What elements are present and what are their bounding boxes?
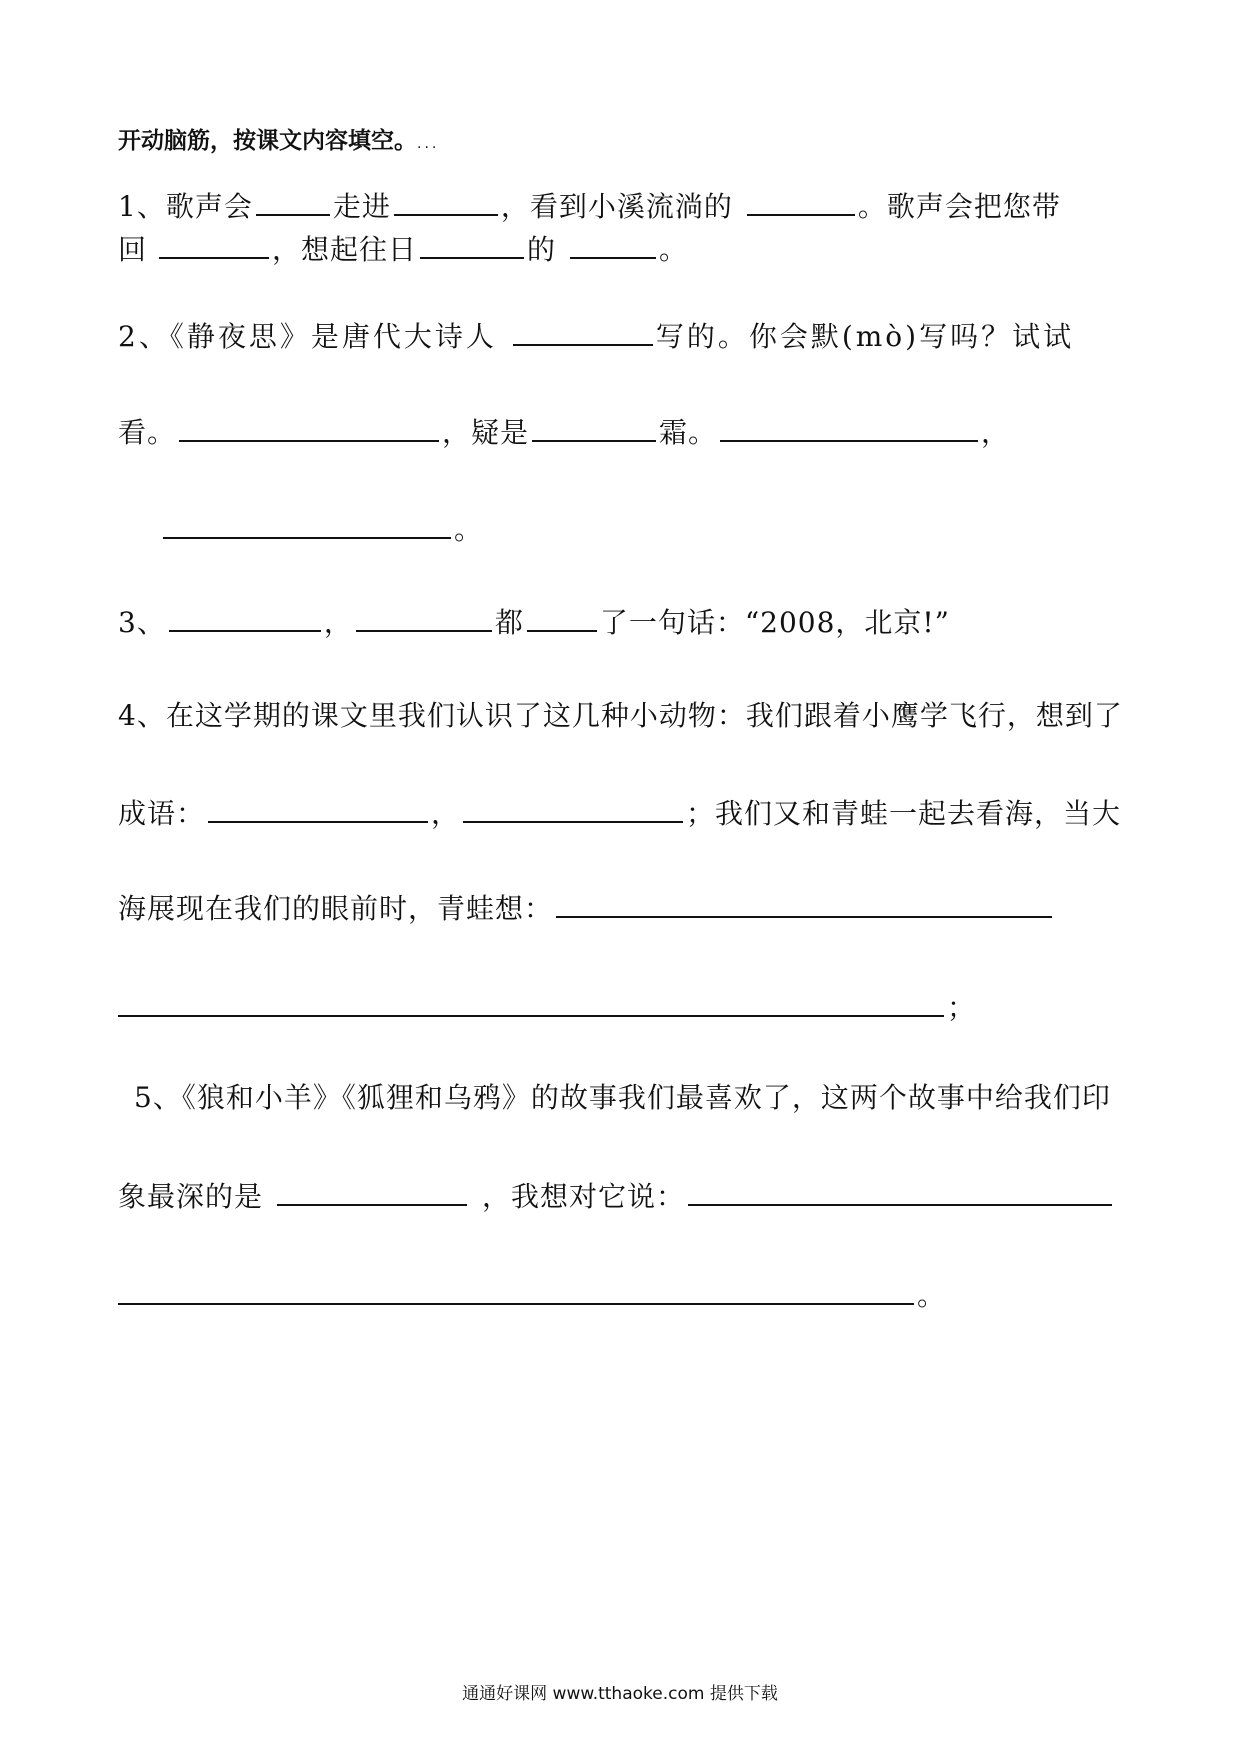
q2-text-b: 写的。你会默(mò)写吗？试试	[655, 320, 1075, 353]
q2-text-g: 。	[454, 513, 484, 546]
q1-blank-3[interactable]	[747, 184, 855, 216]
question-4-line-3	[118, 886, 1055, 929]
q1-blank-4[interactable]	[159, 227, 269, 259]
q2-blank-author[interactable]	[513, 314, 653, 346]
footer-source: 通通好课网 www.tthaoke.com 提供下载	[462, 1684, 778, 1704]
question-5-line-1	[134, 1078, 1111, 1118]
q2-blank-poem-2[interactable]	[532, 410, 656, 442]
q5-text-d: 。	[917, 1279, 947, 1312]
q3-blank-3[interactable]	[527, 600, 597, 632]
q1-blank-1[interactable]	[256, 184, 330, 216]
question-3-line-1	[118, 600, 950, 643]
q1-text-c: ，看到小溪流淌的	[500, 190, 733, 223]
q4-text-e: 海展现在我们的眼前时，青蛙想：	[118, 892, 554, 925]
q1-text-e: 回	[118, 233, 148, 266]
question-4-line-2	[118, 791, 1121, 834]
q4-blank-idiom-1[interactable]	[208, 791, 428, 823]
q4-text-b: 成语：	[118, 797, 206, 830]
question-2-line-1	[118, 314, 1074, 357]
question-1-line-1	[118, 184, 1061, 227]
q2-text-d: ，疑是	[442, 416, 530, 449]
q5-text-a: 5、《狼和小羊》《狐狸和乌鸦》的故事我们最喜欢了，这两个故事中给我们印	[134, 1081, 1111, 1114]
question-4-line-1	[118, 696, 1123, 736]
q4-blank-frog-thought-1[interactable]	[556, 886, 1052, 918]
q2-blank-poem-1[interactable]	[179, 410, 439, 442]
q3-blank-2[interactable]	[356, 600, 492, 632]
q1-text-g: 的	[527, 233, 557, 266]
q2-blank-poem-4[interactable]	[163, 507, 451, 539]
q2-text-c: 看。	[118, 416, 177, 449]
q5-text-c: ，我想对它说：	[482, 1180, 686, 1213]
heading-trail: ...	[417, 136, 440, 152]
heading-text: 开动脑筋，按课文内容填空。	[118, 128, 417, 154]
question-5-line-2	[118, 1174, 1115, 1217]
q1-text-b: 走进	[332, 190, 391, 223]
q1-blank-2[interactable]	[394, 184, 498, 216]
q1-text-f: ，想起往日	[272, 233, 418, 266]
q2-blank-poem-3[interactable]	[720, 410, 978, 442]
q4-text-c: ，	[431, 797, 461, 830]
q1-text-a: 1、歌声会	[118, 190, 253, 223]
q4-blank-idiom-2[interactable]	[463, 791, 683, 823]
q3-blank-1[interactable]	[169, 600, 321, 632]
q5-text-b: 象最深的是	[118, 1180, 264, 1213]
q3-text-a: 3、	[118, 606, 166, 639]
q4-blank-frog-thought-2[interactable]	[118, 985, 944, 1017]
question-5-line-3	[118, 1273, 946, 1316]
q5-blank-character[interactable]	[277, 1174, 467, 1206]
q4-text-d: ；我们又和青蛙一起去看海，当大	[686, 797, 1122, 830]
q3-text-b: ，	[323, 606, 353, 639]
question-1-line-2	[118, 227, 688, 270]
q4-text-f: ；	[947, 991, 977, 1024]
question-2-line-2	[118, 410, 1010, 453]
q3-text-c: 都	[494, 606, 524, 639]
q1-blank-5[interactable]	[420, 227, 524, 259]
question-4-line-4	[118, 985, 976, 1028]
q2-text-f: ，	[981, 416, 1011, 449]
q1-text-h: 。	[659, 233, 689, 266]
q5-blank-message-2[interactable]	[118, 1273, 914, 1305]
question-2-line-3	[160, 507, 483, 550]
q2-text-e: 霜。	[659, 416, 718, 449]
q1-text-d: 。歌声会把您带	[857, 190, 1061, 223]
q2-text-a: 2、《静夜思》是唐代大诗人	[118, 320, 497, 353]
q1-blank-6[interactable]	[570, 227, 656, 259]
worksheet-heading	[118, 122, 439, 155]
q4-text-a: 4、在这学期的课文里我们认识了这几种小动物：我们跟着小鹰学飞行，想到了	[118, 699, 1123, 732]
q5-blank-message-1[interactable]	[688, 1174, 1112, 1206]
q3-text-d: 了一句话：“2008，北京!”	[599, 606, 950, 639]
